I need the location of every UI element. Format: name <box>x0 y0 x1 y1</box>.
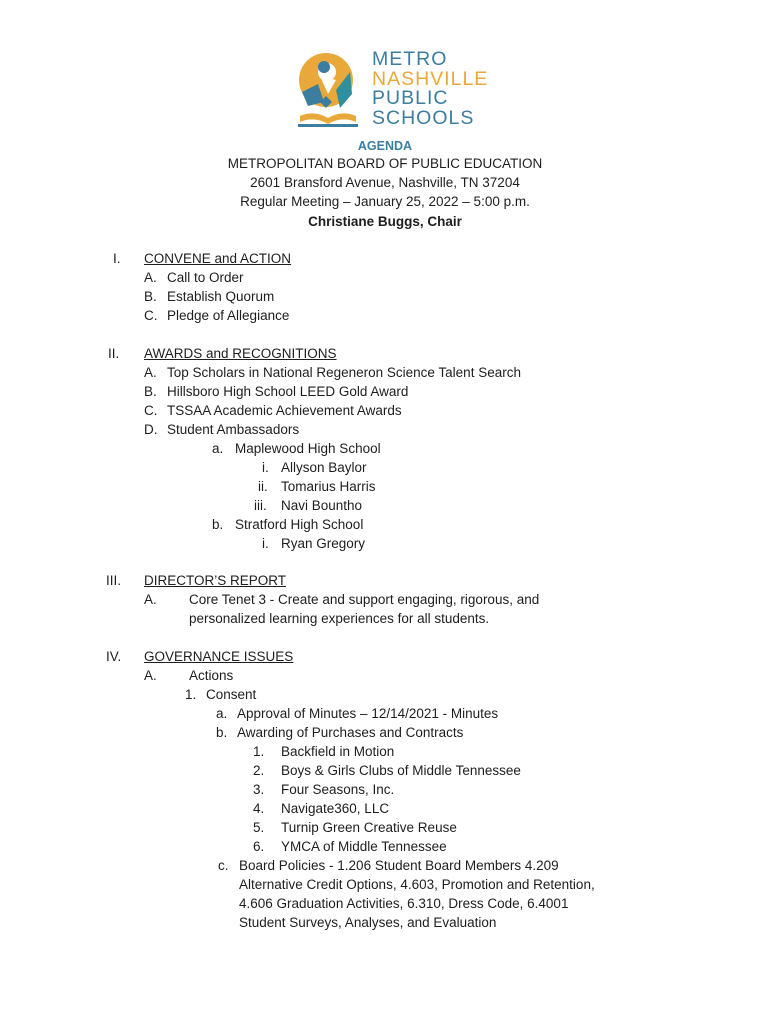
policy-text: Student Surveys, Analyses, and Evaluation <box>239 915 497 930</box>
item-text: Top Scholars in National Regeneron Science Talent Search <box>167 365 521 380</box>
sub-marker: i. <box>262 536 269 551</box>
item-marker: A. <box>144 270 157 285</box>
contract-name: Backfield in Motion <box>281 744 395 759</box>
sub-marker: i. <box>262 460 269 475</box>
sub-marker: b. <box>212 517 224 532</box>
item-marker: A. <box>144 365 157 380</box>
school-name: Stratford High School <box>235 517 364 532</box>
logo-line: PUBLIC <box>372 87 449 109</box>
mnps-logo <box>290 50 490 136</box>
contract-name: YMCA of Middle Tennessee <box>281 839 447 854</box>
logo-emblem <box>290 50 370 136</box>
address: 2601 Bransford Avenue, Nashville, TN 37204 <box>250 175 520 190</box>
contract-marker: 1. <box>253 744 265 759</box>
section-title: CONVENE and ACTION <box>144 251 292 266</box>
logo-line: NASHVILLE <box>372 67 489 90</box>
item-marker: B. <box>144 289 157 304</box>
item-text: Establish Quorum <box>167 289 275 304</box>
meeting-info: Regular Meeting – January 25, 2022 – 5:00 p.m. <box>240 194 530 209</box>
logo-wordmark <box>372 50 488 128</box>
item-marker: B. <box>144 384 157 399</box>
policy-text: 4.606 Graduation Activities, 6.310, Dress Code, 6.4001 <box>239 896 569 911</box>
item-text: TSSAA Academic Achievement Awards <box>167 403 402 418</box>
section-numeral: IV. <box>106 649 122 664</box>
sub-marker: b. <box>216 725 228 740</box>
logo-line: SCHOOLS <box>372 106 475 129</box>
item-text: Call to Order <box>167 270 244 285</box>
policy-text: Board Policies - 1.206 Student Board Members 4.209 <box>239 858 559 873</box>
section-numeral: II. <box>108 346 120 361</box>
contract-name: Turnip Green Creative Reuse <box>281 820 457 835</box>
item-text: Hillsboro High School LEED Gold Award <box>167 384 409 399</box>
sub-marker: a. <box>216 706 228 721</box>
contract-name: Navigate360, LLC <box>281 801 390 816</box>
item-text: Student Ambassadors <box>167 422 300 437</box>
board-name: METROPOLITAN BOARD OF PUBLIC EDUCATION <box>227 156 543 171</box>
consent-item: Approval of Minutes – 12/14/2021 - Minutes <box>237 706 499 721</box>
student-name: Navi Bountho <box>281 498 363 513</box>
sub-marker: ii. <box>258 479 268 494</box>
consent-label: Consent <box>206 687 257 702</box>
contract-marker: 3. <box>253 782 265 797</box>
logo-line: METRO <box>372 48 448 70</box>
item-marker: C. <box>144 403 158 418</box>
item-text: personalized learning experiences for all students. <box>189 611 490 626</box>
student-name: Tomarius Harris <box>281 479 376 494</box>
section-numeral: I. <box>113 251 121 266</box>
sub-marker: a. <box>212 441 224 456</box>
item-text: Actions <box>189 668 234 683</box>
item-marker: A. <box>144 668 157 683</box>
contract-marker: 2. <box>253 763 265 778</box>
chair-name: Christiane Buggs, Chair <box>308 214 462 229</box>
agenda-heading: AGENDA <box>357 139 413 153</box>
item-text: Core Tenet 3 - Create and support engaging, rigorous, and <box>189 592 540 607</box>
section-title: GOVERNANCE ISSUES <box>144 649 294 664</box>
item-marker: C. <box>144 308 158 323</box>
contract-name: Four Seasons, Inc. <box>281 782 395 797</box>
policy-text: Alternative Credit Options, 4.603, Promotion and Retention, <box>239 877 595 892</box>
item-marker: A. <box>144 592 157 607</box>
sub-marker: c. <box>218 858 229 873</box>
contract-marker: 6. <box>253 839 265 854</box>
sub-marker: 1. <box>185 687 197 702</box>
student-name: Allyson Baylor <box>281 460 367 475</box>
school-name: Maplewood High School <box>235 441 381 456</box>
section-title: AWARDS and RECOGNITIONS <box>144 346 337 361</box>
contract-name: Boys & Girls Clubs of Middle Tennessee <box>281 763 521 778</box>
student-name: Ryan Gregory <box>281 536 366 551</box>
item-marker: D. <box>144 422 158 437</box>
consent-item: Awarding of Purchases and Contracts <box>237 725 464 740</box>
item-text: Pledge of Allegiance <box>167 308 290 323</box>
contract-marker: 5. <box>253 820 265 835</box>
section-numeral: III. <box>106 573 122 588</box>
sub-marker: iii. <box>254 498 267 513</box>
section-title: DIRECTOR’S REPORT <box>144 573 287 588</box>
contract-marker: 4. <box>253 801 265 816</box>
